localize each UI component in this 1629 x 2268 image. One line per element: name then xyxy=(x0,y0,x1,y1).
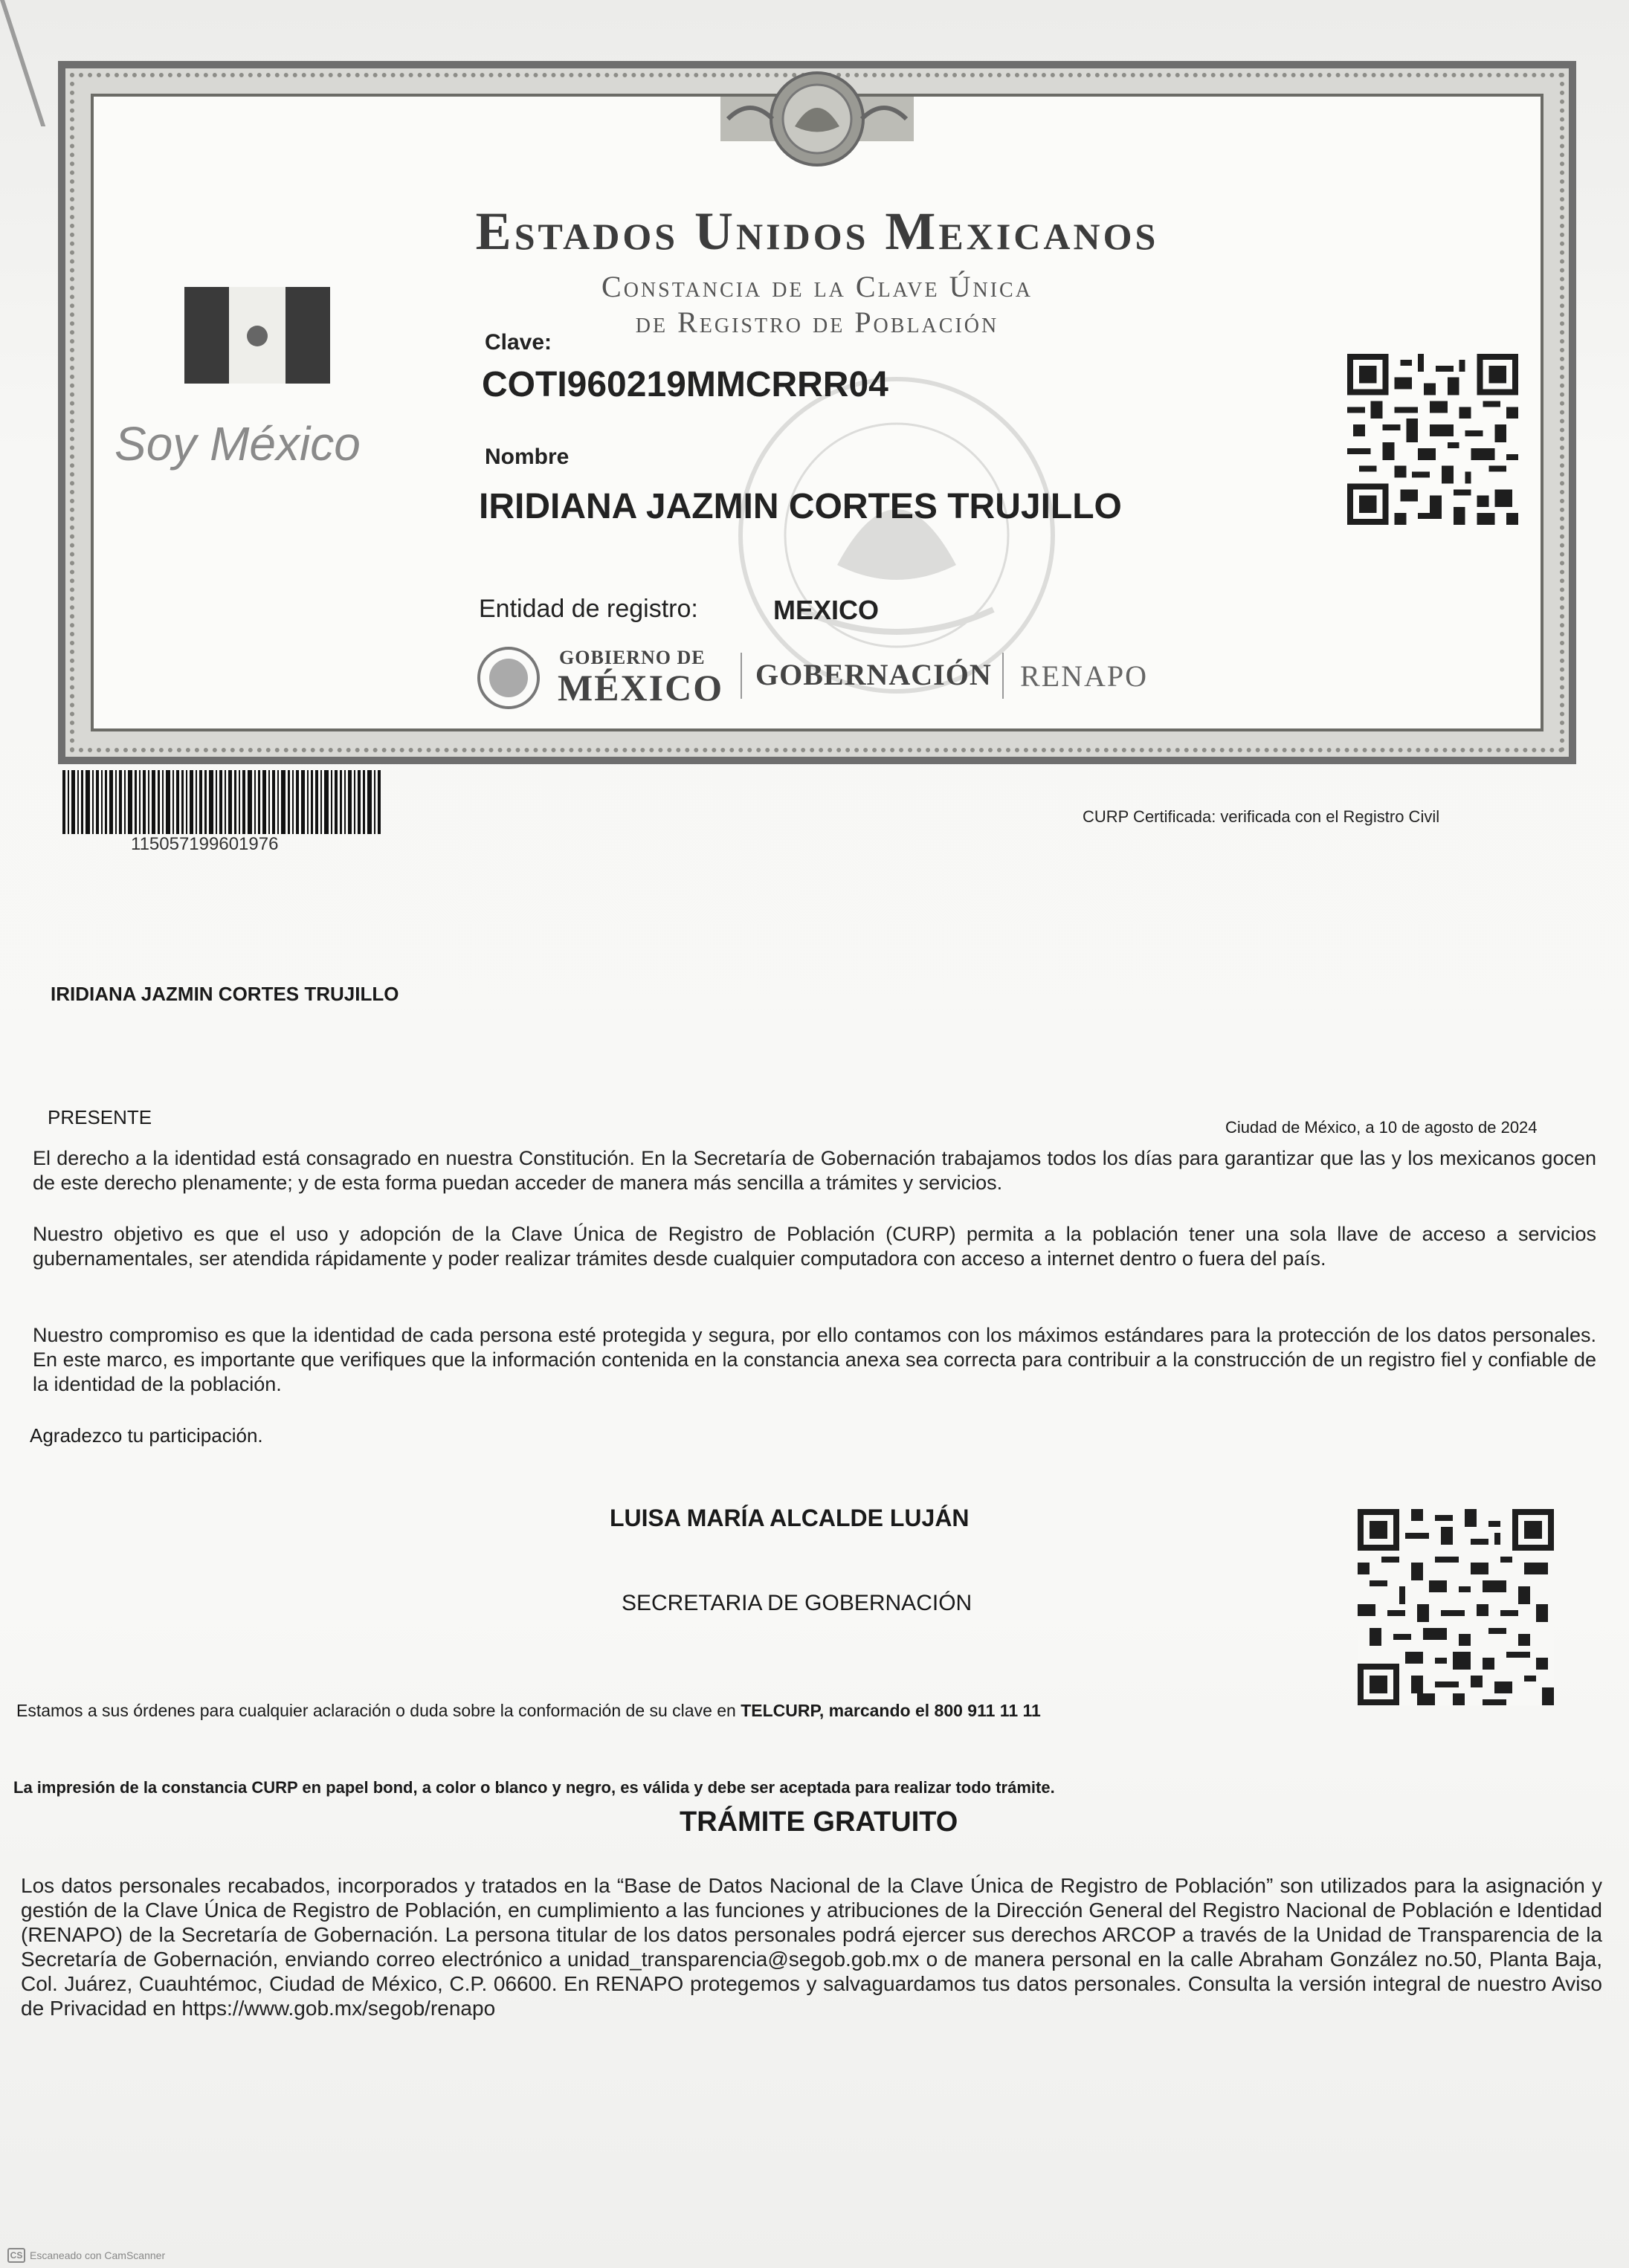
telcurp-prefix: Estamos a sus órdenes para cualquier aclaración o duda sobre la conformación de su clave en xyxy=(16,1701,741,1720)
letter-presente: PRESENTE xyxy=(48,1106,152,1128)
letter-addressee: IRIDIANA JAZMIN CORTES TRUJILLO xyxy=(51,983,399,1005)
gobernacion-logo: GOBERNACIÓN xyxy=(755,658,992,691)
mexico-flag-icon xyxy=(184,287,330,384)
logo-divider xyxy=(741,653,742,699)
letter-closing: Agradezco tu participación. xyxy=(30,1424,263,1447)
letter-date: Ciudad de México, a 10 de agosto de 2024 xyxy=(1225,1118,1538,1137)
qr-code-icon xyxy=(1347,354,1518,525)
signer-title: SECRETARIA DE GOBERNACIÓN xyxy=(622,1591,972,1615)
certificate-panel xyxy=(91,94,1543,731)
entidad-label: Entidad de registro: xyxy=(479,595,698,623)
entidad-value: MEXICO xyxy=(773,595,880,625)
telcurp-notice xyxy=(16,1701,1041,1721)
letter-paragraph-2: Nuestro objetivo es que el uso y adopción de la Clave Única de Registro de Población (CURP) permita a la población tener una sola llave de acceso a servicios gubernamentales, ser atendida rápidamente y poder realizar trámites desde cualquier computadora con acceso a internet dentro o fuera del país. xyxy=(33,1223,1596,1270)
privacy-notice: Los datos personales recabados, incorporados y tratados en la “Base de Datos Nacional de la Clave Única de Registro de Población” son utilizados para la asignación y gestión de la Clave Única de Registro de Población, en cumplimiento a las funciones y atribuciones de la Dirección General del Registro Nacional de Población e Identidad (RENAPO) de la Secretaría de Gobernación. La persona titular de los datos personales podrá ejercer sus derechos ARCOP a través de la Unidad de Transparencia de la Secretaría de Gobernación, enviando correo electrónico a unidad_transparencia@segob.gob.mx o de manera personal en la calle Abraham González no.50, Planta Baja, Col. Juárez, Cuauhtémoc, Ciudad de México, C.P. 06600. En RENAPO protegemos y salvaguardamos tus datos personales. Consulta la versión integral de nuestro Aviso de Privacidad en https://www.gob.mx/segob/renapo xyxy=(21,1874,1602,2020)
free-procedure-notice: TRÁMITE GRATUITO xyxy=(680,1806,958,1838)
barcode-number: 115057199601976 xyxy=(131,834,279,854)
barcode-graphic xyxy=(62,770,382,834)
bond-paper-notice: La impresión de la constancia CURP en papel bond, a color o blanco y negro, es válida y debe ser aceptada para realizar todo trámite. xyxy=(13,1778,1055,1797)
clave-value: COTI960219MMCRRR04 xyxy=(482,365,888,404)
gobierno-logo-line2: MÉXICO xyxy=(558,667,724,708)
certificate-subtitle-line2: de Registro de Población xyxy=(635,306,999,339)
curp-certificada-note: CURP Certificada: verificada con el Registro Civil xyxy=(1083,807,1440,826)
logo-divider xyxy=(1002,653,1004,699)
certificate-title: Estados Unidos Mexicanos xyxy=(475,201,1159,261)
qr-code-icon xyxy=(1358,1508,1554,1707)
scanner-footer xyxy=(7,2248,165,2263)
renapo-logo: RENAPO xyxy=(1020,659,1149,693)
scanner-footer-text: Escaneado con CamScanner xyxy=(30,2249,166,2261)
eagle-crest-icon xyxy=(720,67,914,178)
clave-label: Clave: xyxy=(485,330,552,355)
nombre-value: IRIDIANA JAZMIN CORTES TRUJILLO xyxy=(479,487,1122,526)
signer-name: LUISA MARÍA ALCALDE LUJÁN xyxy=(610,1505,970,1531)
gobierno-logo-line1: GOBIERNO DE xyxy=(559,647,706,668)
letter-paragraph-3: Nuestro compromiso es que la identidad de cada persona esté protegida y segura, por ello contamos con los máximos estándares para la protección de los datos personales. En este marco, es importante que verifiques que la información contenida en la constancia anexa sea correcta para contribuir a la construcción de un registro fiel y confiable de la identidad de la población. xyxy=(33,1324,1596,1395)
nombre-label: Nombre xyxy=(485,445,570,469)
telcurp-phone: TELCURP, marcando el 800 911 11 11 xyxy=(741,1701,1041,1720)
soy-mexico-tagline: Soy México xyxy=(114,417,361,471)
certificate-subtitle-line1: Constancia de la Clave Única xyxy=(601,270,1033,303)
camscanner-logo: CS xyxy=(7,2248,25,2263)
letter-paragraph-1: El derecho a la identidad está consagrado en nuestra Constitución. En la Secretaría de Gobernación trabajamos todos los días para garantizar que las y los mexicanos gocen de este derecho plenamente; y de esta forma puedan acceder de manera más sencilla a trámites y servicios. xyxy=(33,1147,1596,1194)
